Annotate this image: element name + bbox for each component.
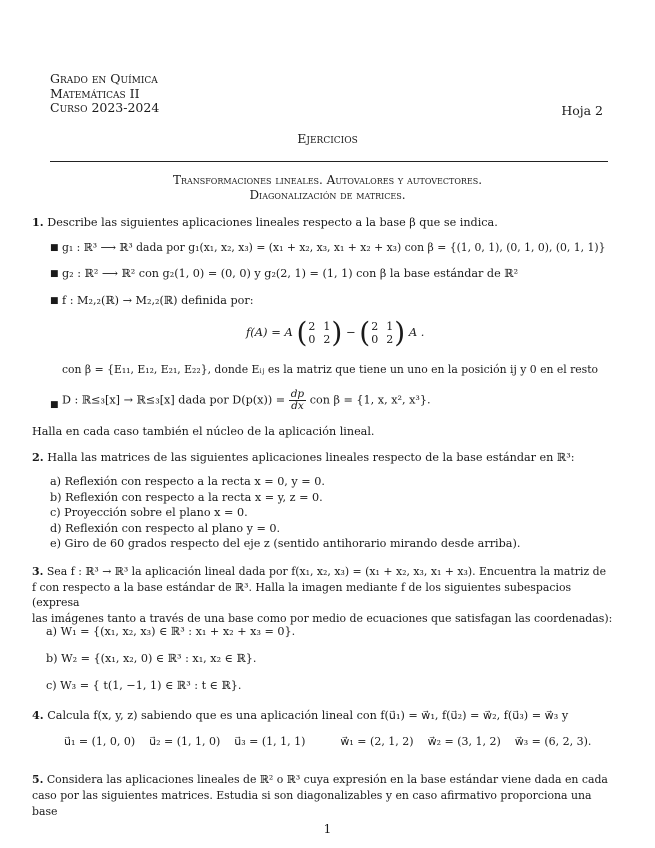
bullet-icon: ■: [50, 243, 59, 253]
list-item: a) Reflexión con respecto a la recta x = 0, y = 0.: [50, 475, 325, 488]
horizontal-rule: [50, 161, 608, 162]
fraction-numerator: dp: [290, 388, 305, 400]
list-item: a) W₁ = {(x₁, x₂, x₃) ∈ ℝ³ : x₁ + x₂ + x₃ = 0}.: [46, 625, 296, 638]
list-item: d) Reflexión con respecto al plano y = 0.: [50, 521, 281, 535]
ex1-item-3: f : M₂,₂(ℝ) → M₂,₂(ℝ) definida por:: [62, 294, 254, 307]
fraction-denominator: dx: [291, 400, 304, 412]
matrix-cell: 2: [308, 320, 316, 333]
ex2-list: [50, 474, 630, 552]
ex4-vectors: u⃗₁ = (1, 0, 0) u⃗₂ = (1, 1, 0) u⃗₃ = (1, 1, 1) w⃗₁ = (2, 1, 2) w⃗₂ = (3, 1, 2) w⃗₃ = (6, 2, 3).: [64, 735, 592, 748]
item4-text-a: D : ℝ≤₃[x] → ℝ≤₃[x] dada por D(p(x)) =: [62, 393, 286, 407]
year-line: Curso 2023-2024: [50, 100, 160, 115]
minus-sign: −: [345, 325, 356, 339]
list-item: e) Giro de 60 grados respecto del eje z (sentido antihorario mirando desde arriba).: [50, 537, 521, 550]
ex1-item-3-note: con β = {E₁₁, E₁₂, E₂₁, E₂₂}, donde Eᵢⱼ es la matriz que tiene un uno en la posición ij y 0 en el resto: [62, 363, 599, 376]
subtitle-line-1: Transformaciones lineales. Autovalores y autovectores.: [172, 173, 483, 187]
topic-subtitle: [0, 173, 655, 203]
ex3-line-1: [32, 564, 614, 580]
ex1-closing: Halla en cada caso también el núcleo de la aplicación lineal.: [32, 425, 375, 438]
bullet-icon: ■: [50, 400, 59, 410]
exercise-4-statement: [32, 708, 612, 723]
matrix-cell: 1: [386, 320, 394, 333]
subtitle-line-2: Diagonalización de matrices.: [249, 188, 406, 202]
exercise-number: 5.: [32, 773, 44, 786]
list-item: b) W₂ = {(x₁, x₂, 0) ∈ ℝ³ : x₁, x₂ ∈ ℝ}.: [46, 652, 257, 665]
exercise-text: Calcula f(x, y, z) sabiendo que es una aplicación lineal con f(u⃗₁) = w⃗₁, f(u⃗₂) = w⃗₂, f(u⃗₃) = w⃗₃ y: [47, 709, 569, 722]
subject-line: Matemáticas II: [50, 85, 140, 101]
item4-text-b: con β = {1, x, x², x³}.: [309, 393, 431, 407]
matrix-equation: [246, 316, 425, 349]
course-header: [50, 72, 159, 116]
list-item: c) Proyección sobre el plano x = 0.: [50, 506, 248, 519]
matrix-cell: 1: [323, 320, 331, 333]
ex1-item-1: g₁ : ℝ³ ⟶ ℝ³ dada por g₁(x₁, x₂, x₃) = (x₁ + x₂, x₃, x₁ + x₂ + x₃) con β = {(1, 0, 1), (0, 1, 0), (0, 1, 1)}: [62, 241, 606, 254]
exercise-number: 4.: [32, 708, 44, 722]
ex3-line-2: f con respecto a la base estándar de ℝ³. Halla la imagen mediante f de los siguientes subespacios (expresa: [32, 580, 572, 609]
ex1-item-2: g₂ : ℝ² ⟶ ℝ² con g₂(1, 0) = (0, 0) y g₂(2, 1) = (1, 1) con β la base estándar de ℝ²: [62, 267, 519, 280]
ex5-line-2: caso por las siguientes matrices. Estudia si son diagonalizables y en caso afirmativo proporciona una base: [32, 789, 592, 818]
sheet-number: Hoja 2: [561, 103, 603, 118]
exercise-2-statement: [32, 450, 612, 465]
list-item: b) Reflexión con respecto a la recta x = y, z = 0.: [50, 490, 323, 504]
section-title: Ejercicios: [297, 131, 358, 146]
exercise-text: Sea f : ℝ³ → ℝ³ la aplicación lineal dada por f(x₁, x₂, x₃) = (x₁ + x₂, x₃, x₁ + x₃). Encuentra la matriz de: [46, 565, 607, 578]
list-item: c) W₃ = { t(1, −1, 1) ∈ ℝ³ : t ∈ ℝ}.: [46, 679, 242, 692]
exercise-text: Halla las matrices de las siguientes aplicaciones lineales respecto de la base estándar en ℝ³:: [47, 451, 575, 464]
ex1-item-4: [62, 389, 642, 412]
ex3-list: [46, 618, 626, 699]
derivative-fraction: [289, 389, 306, 412]
matrix-cell: 0: [371, 333, 379, 346]
page-number: 1: [323, 822, 332, 836]
matrix-cell: 0: [308, 333, 316, 346]
matrix-cell: 2: [386, 333, 394, 346]
degree-line: Grado en Química: [50, 71, 158, 86]
ex3-line-3: las imágenes tanto a través de una base como por medio de ecuaciones que satisfagan las coordenadas):: [32, 611, 613, 625]
exercise-number: 2.: [32, 450, 44, 464]
exercise-5-statement: [32, 772, 614, 820]
matrix-b: ( 2 1 0 2 ): [359, 316, 406, 349]
exercise-3-statement: [32, 564, 614, 626]
eq-left: f(A) = A: [246, 325, 293, 339]
matrix-cell: 2: [371, 320, 379, 333]
matrix-cell: 2: [323, 333, 331, 346]
exercise-text: Describe las siguientes aplicaciones lineales respecto a la base β que se indica.: [47, 216, 498, 229]
matrix-a: ( 2 1 0 2 ): [296, 316, 343, 349]
ex5-line-1: [32, 772, 614, 788]
bullet-icon: ■: [50, 296, 59, 306]
exercise-text: Considera las aplicaciones lineales de ℝ² o ℝ³ cuya expresión en la base estándar viene dada en cada: [46, 773, 608, 786]
eq-right: A .: [408, 325, 425, 339]
exercise-number: 1.: [32, 215, 44, 229]
bullet-icon: ■: [50, 269, 59, 279]
exercise-1-statement: [32, 215, 612, 230]
exercise-number: 3.: [32, 565, 44, 578]
